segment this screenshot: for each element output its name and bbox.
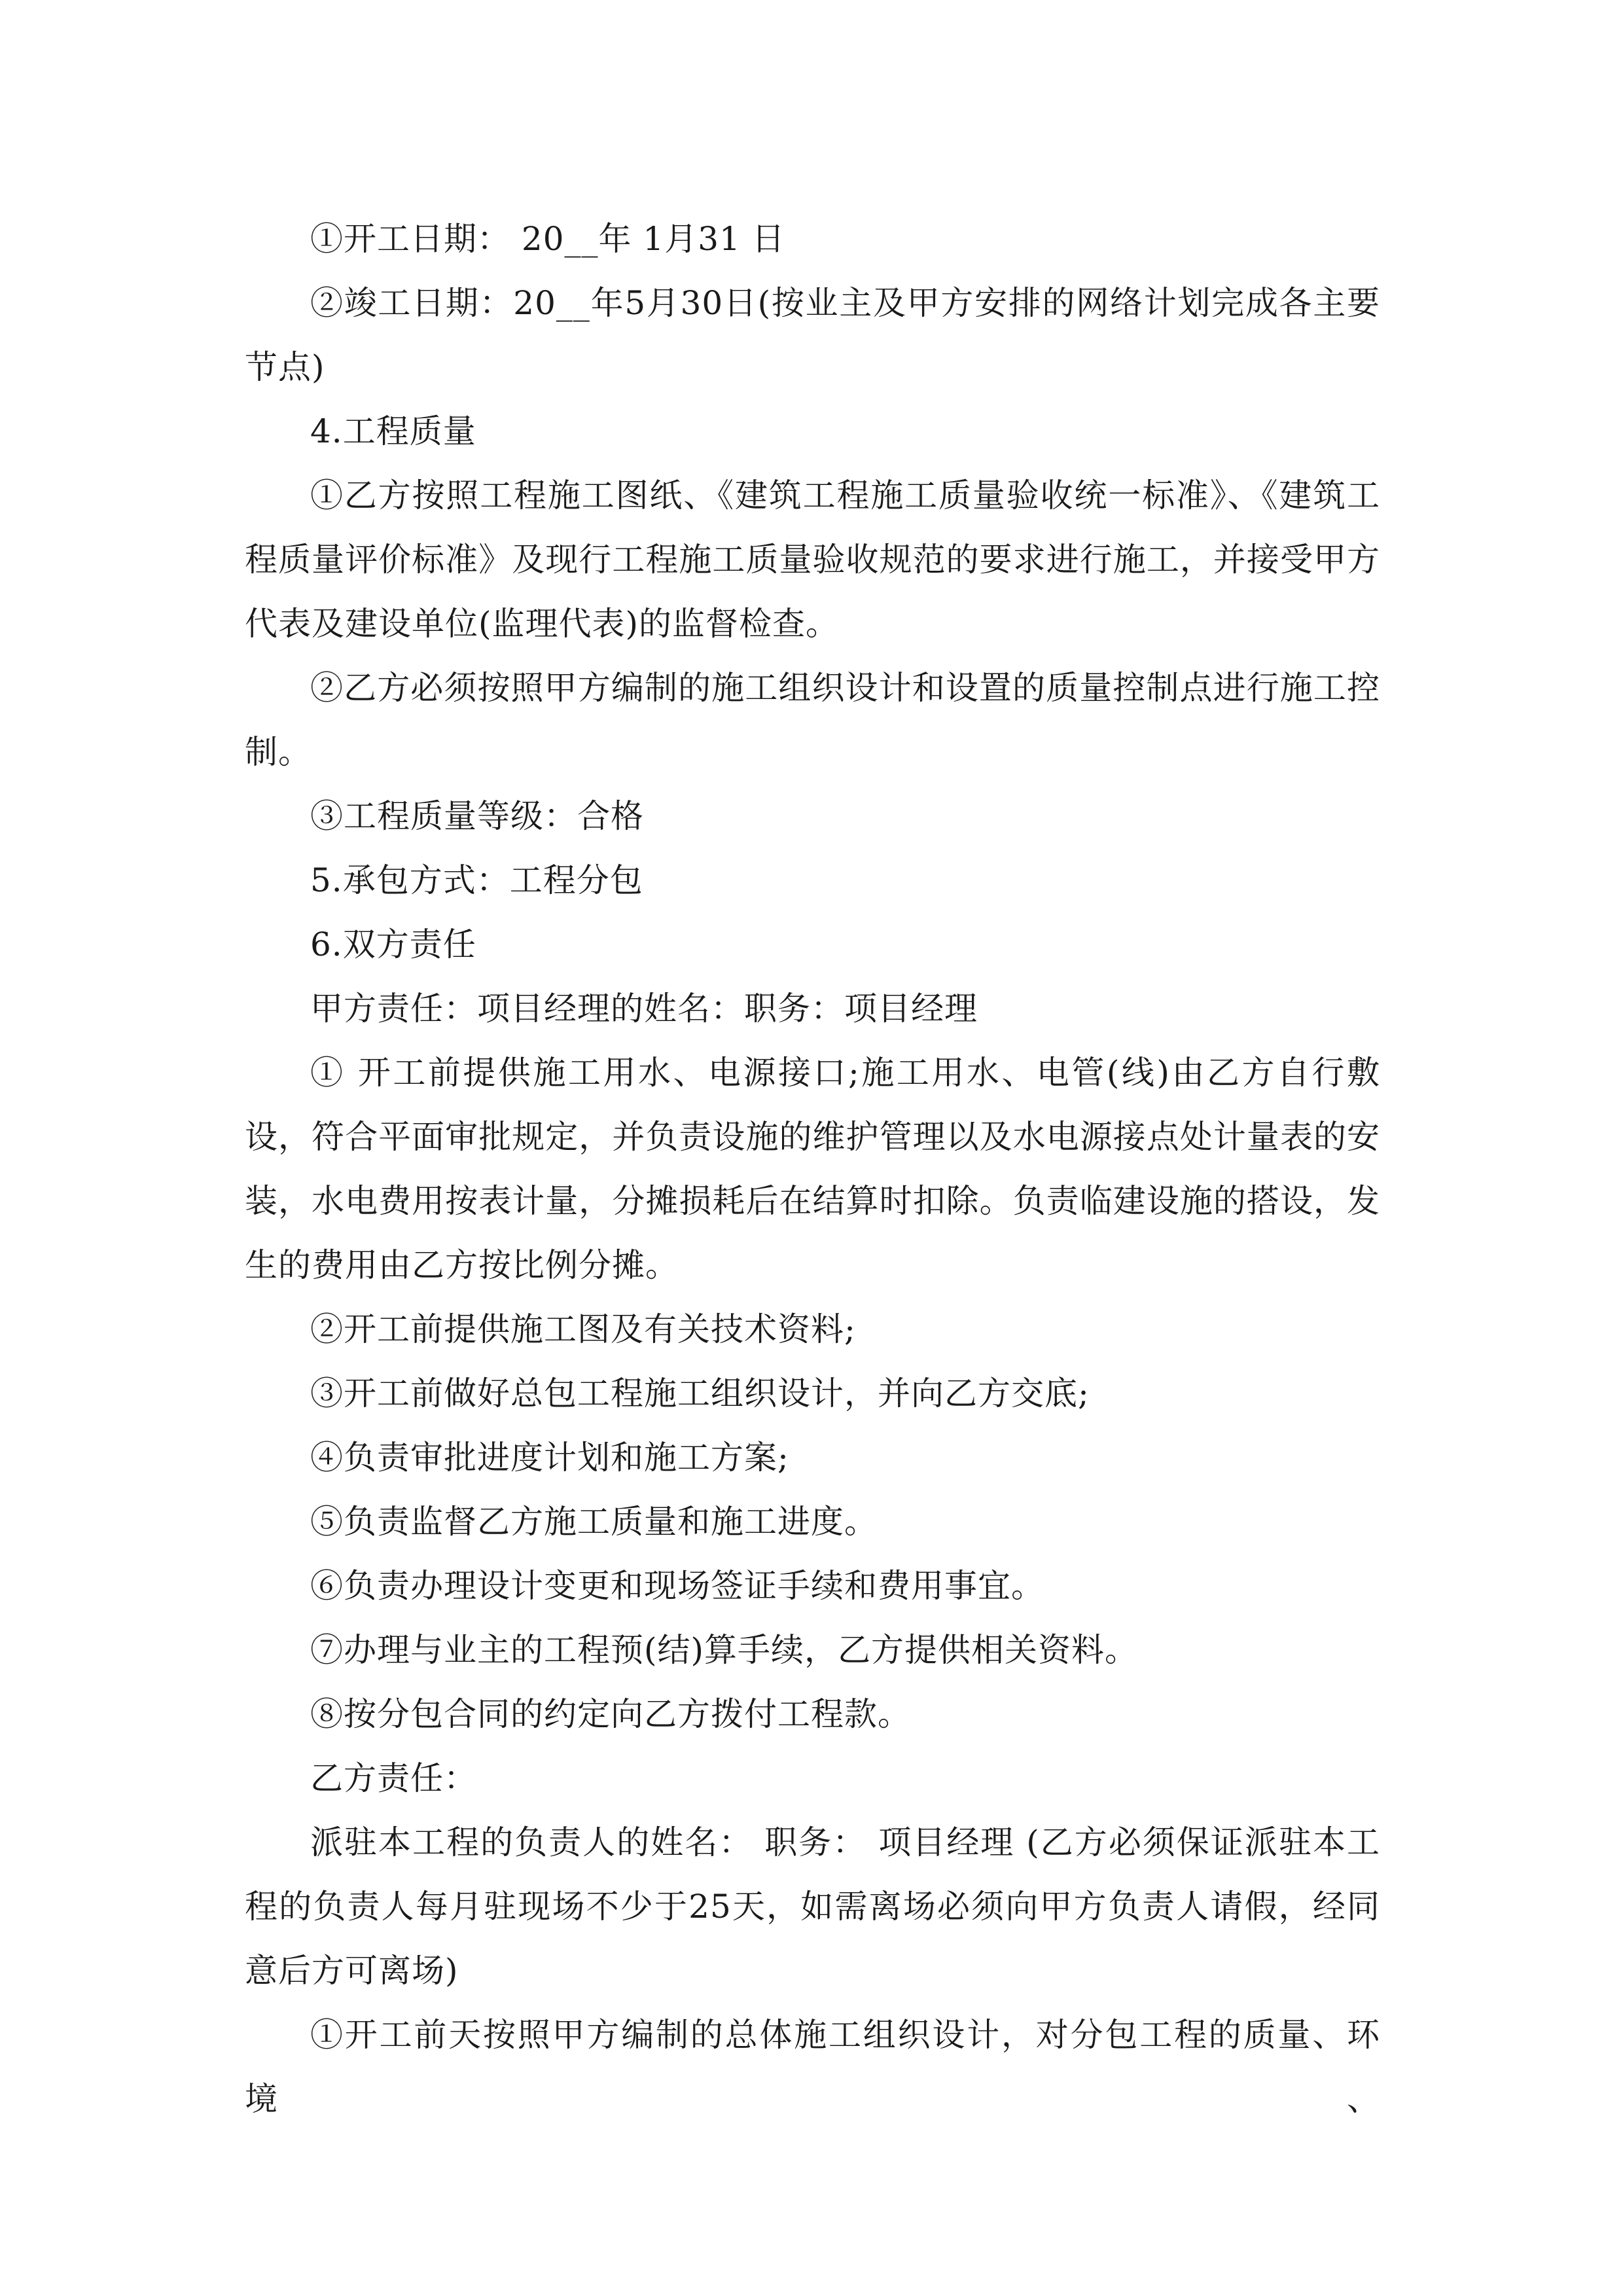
paragraph-completion-date: ②竣工日期：20__年5月30日(按业主及甲方安排的网络计划完成各主要节点) [245,284,1380,386]
paragraph-party-a-item-7: ⑦办理与业主的工程预(结)算手续，乙方提供相关资料。 [310,1631,1139,1669]
section-heading-responsibilities: 6.双方责任 [310,925,476,963]
paragraph-party-a-item-6: ⑥负责办理设计变更和现场签证手续和费用事宜。 [310,1567,1044,1605]
section-heading-contract-method: 5.承包方式：工程分包 [310,861,643,899]
paragraph-party-b-heading: 乙方责任： [310,1759,477,1797]
paragraph-party-a-item-3: ③开工前做好总包工程施工组织设计，并向乙方交底; [310,1374,1090,1412]
paragraph-party-a-manager: 甲方责任：项目经理的姓名：职务：项目经理 [310,990,978,1028]
paragraph-start-date: ①开工日期： 20__年 1月31 日 [310,220,785,258]
paragraph-party-a-item-8: ⑧按分包合同的约定向乙方拨付工程款。 [310,1695,911,1733]
paragraph-quality-control: ②乙方必须按照甲方编制的施工组织设计和设置的质量控制点进行施工控制。 [245,669,1380,771]
paragraph-party-a-item-4: ④负责审批进度计划和施工方案; [310,1439,789,1477]
paragraph-party-a-item-1: ① 开工前提供施工用水、电源接口;施工用水、电管(线)由乙方自行敷设，符合平面审批规定，并负责设施的维护管理以及水电源接点处计量表的安装，水电费用按表计量，分摊损耗后在结算时扣除。负责临建设施的搭设，发生的费用由乙方按比例分摊。 [245,1054,1380,1284]
section-heading-quality: 4.工程质量 [310,412,476,450]
paragraph-party-b-item-1: ①开工前天按照甲方编制的总体施工组织设计，对分包工程的质量、环境、 [245,2016,1380,2118]
paragraph-quality-standards: ①乙方按照工程施工图纸、《建筑工程施工质量验收统一标准》、《建筑工程质量评价标准》及现行工程施工质量验收规范的要求进行施工，并接受甲方代表及建设单位(监理代表)的监督检查。 [245,476,1380,643]
paragraph-quality-grade: ③工程质量等级：合格 [310,797,644,835]
document-body [245,207,1380,2131]
paragraph-party-b-manager: 派驻本工程的负责人的姓名： 职务： 项目经理 (乙方必须保证派驻本工程的负责人每月驻现场不少于25天，如需离场必须向甲方负责人请假，经同意后方可离场) [245,1823,1380,1990]
paragraph-party-a-item-5: ⑤负责监督乙方施工质量和施工进度。 [310,1503,878,1541]
paragraph-party-a-item-2: ②开工前提供施工图及有关技术资料; [310,1310,856,1348]
